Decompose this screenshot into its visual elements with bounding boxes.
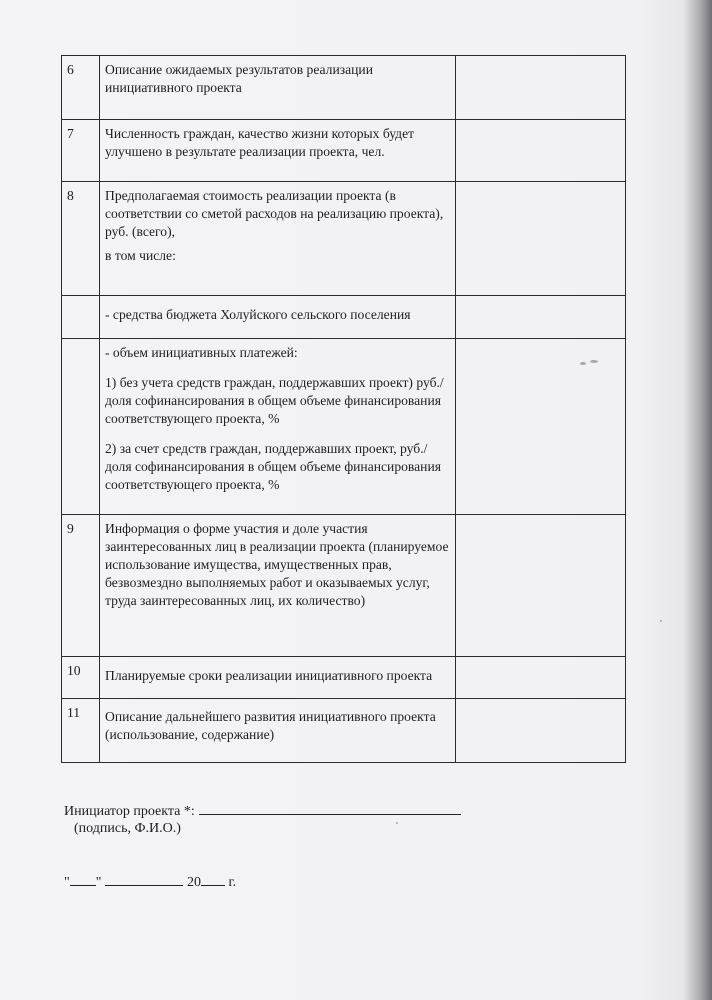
row-text: - средства бюджета Холуйского сельского поселения (105, 307, 411, 322)
signature-line (64, 800, 461, 821)
date-line (64, 872, 236, 891)
row-text: Планируемые сроки реализации инициативного проекта (105, 668, 433, 683)
row-number: 11 (62, 699, 100, 763)
row-text: Информация о форме участия и доле участия заинтересованных лиц в реализации проекта (планируемое использование имущества, имущественных прав, безвозмездно выполняемых работ и оказываемых услуг, труда заинтересованных лиц, их количество) (105, 521, 449, 608)
row-text: Численность граждан, качество жизни которых будет улучшено в результате реализации проекта, чел. (105, 126, 415, 159)
row-text: Описание ожидаемых результатов реализации инициативного проекта (105, 62, 373, 95)
table-row (62, 120, 626, 182)
date-open-quote: " (64, 875, 70, 890)
signature-hint: (подпись, Ф.И.О.) (74, 821, 181, 836)
row-description (100, 56, 456, 120)
table-row (62, 339, 626, 515)
row-value-cell[interactable] (456, 339, 626, 515)
date-year-field[interactable] (201, 872, 225, 886)
row-value-cell[interactable] (456, 56, 626, 120)
row-text: 1) без учета средств граждан, поддержавших проект) руб./доля софинансирования в общем объеме финансирования соответствующего проекта, % (105, 375, 444, 426)
row-number: 10 (62, 657, 100, 699)
row-text: Описание дальнейшего развития инициативного проекта (использование, содержание) (105, 709, 436, 742)
row-description (100, 657, 456, 699)
signature-field[interactable] (199, 800, 461, 815)
table-row (62, 296, 626, 339)
table-row (62, 657, 626, 699)
row-value-cell[interactable] (456, 296, 626, 339)
date-century: 20 (186, 875, 201, 890)
row-description (100, 296, 456, 339)
signature-label: Инициатор проекта *: (64, 804, 195, 819)
row-description (100, 182, 456, 296)
row-number: 8 (62, 182, 100, 296)
project-form-table (61, 55, 626, 763)
row-number: 7 (62, 120, 100, 182)
scan-speck (590, 360, 598, 363)
scan-speck (580, 362, 586, 365)
scan-speck (396, 822, 398, 824)
row-number (62, 296, 100, 339)
row-description (100, 515, 456, 657)
row-value-cell[interactable] (456, 515, 626, 657)
date-day-field[interactable] (70, 872, 96, 886)
row-description (100, 120, 456, 182)
row-value-cell[interactable] (456, 182, 626, 296)
row-value-cell[interactable] (456, 699, 626, 763)
scan-speck (660, 620, 662, 622)
row-number: 9 (62, 515, 100, 657)
date-close-quote: " (95, 875, 102, 890)
date-suffix: г. (228, 875, 237, 890)
table-row (62, 56, 626, 120)
table-row (62, 182, 626, 296)
row-number (62, 339, 100, 515)
row-text: 2) за счет средств граждан, поддержавших проект, руб./доля софинансирования в общем объеме финансирования соответствующего проекта, % (105, 441, 441, 492)
row-value-cell[interactable] (456, 120, 626, 182)
row-description (100, 699, 456, 763)
row-text: - объем инициативных платежей: (105, 345, 298, 360)
table-row (62, 515, 626, 657)
row-description (100, 339, 456, 515)
date-month-field[interactable] (105, 872, 183, 886)
table-row (62, 699, 626, 763)
row-number: 6 (62, 56, 100, 120)
row-text: Предполагаемая стоимость реализации проекта (в соответствии со сметой расходов на реализацию проекта), руб. (всего), (105, 188, 444, 239)
row-text: в том числе: (105, 248, 176, 263)
row-value-cell[interactable] (456, 657, 626, 699)
